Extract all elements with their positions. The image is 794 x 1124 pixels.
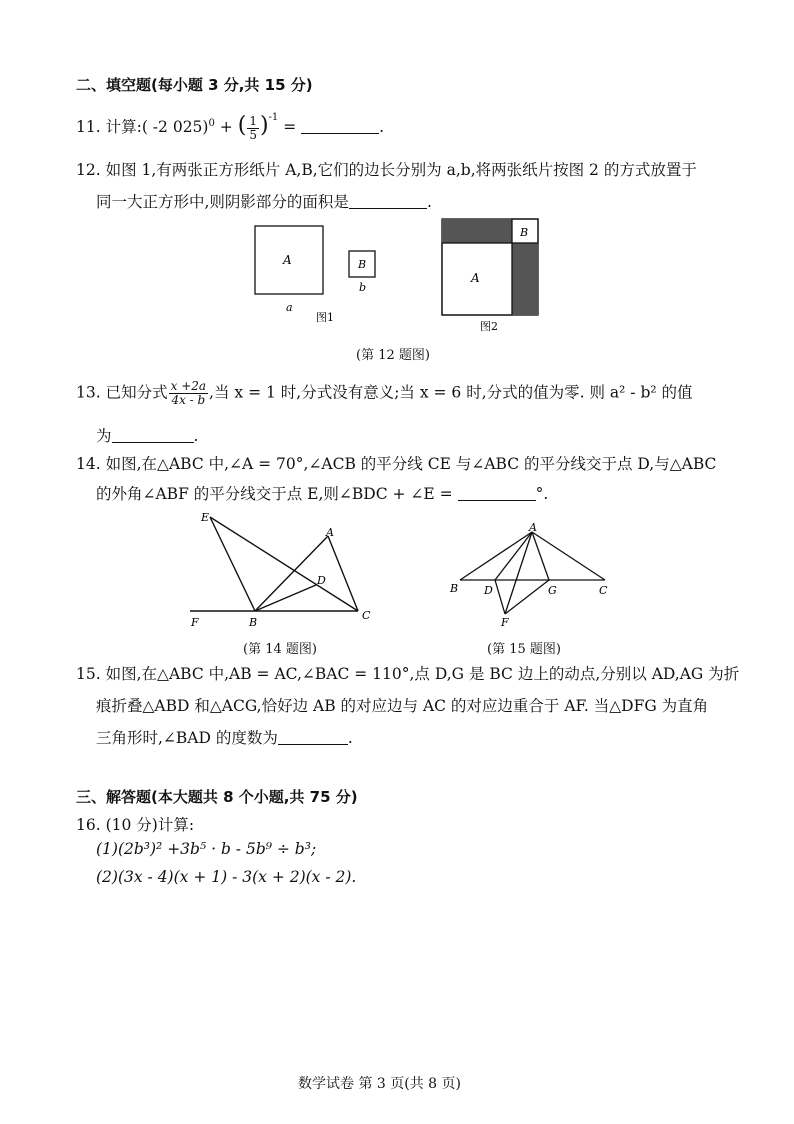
shaded-top xyxy=(442,219,512,243)
fig2-label-A: A xyxy=(471,271,480,285)
q14-label-F: F xyxy=(191,616,199,629)
q11-prefix: 计算: xyxy=(105,118,142,136)
q15-label-F: F xyxy=(501,616,509,629)
segment-AB xyxy=(460,532,532,580)
q14-label-A: A xyxy=(326,526,334,539)
question-14-line-1 xyxy=(76,452,716,474)
q11-plus: + xyxy=(219,118,233,136)
q15-label-B: B xyxy=(450,582,459,595)
q14-number: 14. xyxy=(76,455,101,473)
segment-AD xyxy=(495,532,532,580)
q14-label-E: E xyxy=(201,511,210,524)
fig1-label-a: a xyxy=(286,301,293,314)
q11-exp0: 0 xyxy=(208,117,215,129)
q11-equals: = xyxy=(283,118,297,136)
segment-AG xyxy=(532,532,549,580)
q15-number: 15. xyxy=(76,665,101,683)
q12-end: . xyxy=(426,193,432,211)
q11-fraction: $\frac{1}{5}$ xyxy=(249,113,257,142)
q15-label-G: G xyxy=(548,584,557,597)
q14-label-D: D xyxy=(317,574,326,587)
q15-label-D: D xyxy=(484,584,493,597)
fig1-label-b: b xyxy=(359,281,367,294)
segment-AC xyxy=(532,532,605,580)
question-15-line-3 xyxy=(96,726,353,748)
segment-AC xyxy=(328,536,358,611)
q15-caption: (第 15 题图) xyxy=(487,642,561,657)
q12-line2: 同一大正方形中,则阴影部分的面积是 xyxy=(96,193,349,211)
q16-intro: (10 分)计算: xyxy=(105,816,195,834)
q12-answer-blank[interactable] xyxy=(349,194,427,209)
q11-number: 11. xyxy=(76,118,101,136)
q13-end: . xyxy=(193,427,199,445)
q11-end: . xyxy=(379,118,385,136)
q13-answer-blank[interactable] xyxy=(112,428,194,443)
question-15-line-1 xyxy=(76,662,739,684)
fig1-label-A: A xyxy=(283,253,292,267)
q13-line2: 为 xyxy=(96,427,112,445)
question-12-line-2 xyxy=(96,190,432,212)
page-footer: 数学试卷 第 3 页(共 8 页) xyxy=(298,1076,461,1092)
segment-BD xyxy=(255,585,316,611)
q15-label-A: A xyxy=(529,521,537,534)
q14-label-B: B xyxy=(249,616,258,629)
q12-line1: 如图 1,有两张正方形纸片 A,B,它们的边长分别为 a,b,将两张纸片按图 2 的方式放置于 xyxy=(105,161,697,179)
q15-answer-blank[interactable] xyxy=(278,730,348,745)
fig1-caption: 图1 xyxy=(316,311,334,324)
q15-line2: 痕折叠△ABD 和△ACG,恰好边 AB 的对应边与 AC 的对应边重合于 AF. 当△DFG 为直角 xyxy=(96,697,709,715)
q15-label-C: C xyxy=(599,584,608,597)
q14-caption: (第 14 题图) xyxy=(243,642,317,657)
question-13-line-1 xyxy=(76,380,693,407)
question-14-line-2 xyxy=(96,482,548,504)
q16-part-1: (1)(2b³)² +3b⁵ · b - 5b⁹ ÷ b³; xyxy=(96,840,317,858)
q13-fraction: $\frac{x +2a}{4x - b}$ xyxy=(170,379,207,407)
section-2-title: 二、填空题(每小题 3 分,共 15 分) xyxy=(76,76,313,94)
q13-number: 13. xyxy=(76,383,101,402)
q14-line1: 如图,在△ABC 中,∠A = 70°,∠ACB 的平分线 CE 与∠ABC 的平分线交于点 D,与△ABC xyxy=(105,455,717,473)
q14-label-C: C xyxy=(362,609,371,622)
fig2-label-B: B xyxy=(520,226,529,239)
q13-prefix: 已知分式 xyxy=(105,383,168,402)
question-16 xyxy=(76,813,194,835)
q15-line1: 如图,在△ABC 中,AB = AC,∠BAC = 110°,点 D,G 是 BC 边上的动点,分别以 AD,AG 为折 xyxy=(105,665,740,683)
question-11: 11. 计算:( -2 025)$^0$ + ( $\frac{1}{5}$ )$^{-1}$ = . xyxy=(76,112,385,142)
q16-part-2: (2)(3x - 4)(x + 1) - 3(x + 2)(x - 2). xyxy=(96,868,357,886)
question-15-line-2 xyxy=(96,694,708,716)
q14-figure xyxy=(180,505,390,635)
q14-line2: 的外角∠ABF 的平分线交于点 E,则∠BDC + ∠E = xyxy=(96,485,453,503)
segment-DF xyxy=(495,580,505,614)
q12-number: 12. xyxy=(76,161,101,179)
question-12-line-1 xyxy=(76,158,697,180)
q12-figure xyxy=(240,210,560,340)
q13-rest: ,当 x = 1 时,分式没有意义;当 x = 6 时,分式的值为零. 则 a² - b² 的值 xyxy=(209,383,693,402)
q11-exp-neg1: -1 xyxy=(268,112,279,123)
segment-AF xyxy=(505,532,532,614)
q15-figure xyxy=(445,518,625,630)
fig2-caption: 图2 xyxy=(480,320,498,333)
shaded-right xyxy=(512,243,538,315)
q11-base: ( -2 025) xyxy=(141,118,209,136)
section-3-title: 三、解答题(本大题共 8 个小题,共 75 分) xyxy=(76,788,358,806)
segment-GF xyxy=(505,580,549,614)
q14-end: °. xyxy=(535,485,549,503)
question-13-line-2 xyxy=(96,424,198,446)
q14-answer-blank[interactable] xyxy=(458,486,536,501)
fig1-label-B: B xyxy=(358,258,367,271)
q15-line3: 三角形时,∠BAD 的度数为 xyxy=(96,729,278,747)
q11-answer-blank[interactable] xyxy=(301,119,379,134)
q16-number: 16. xyxy=(76,816,101,834)
q12-caption: (第 12 题图) xyxy=(356,348,430,363)
q15-end: . xyxy=(347,729,353,747)
